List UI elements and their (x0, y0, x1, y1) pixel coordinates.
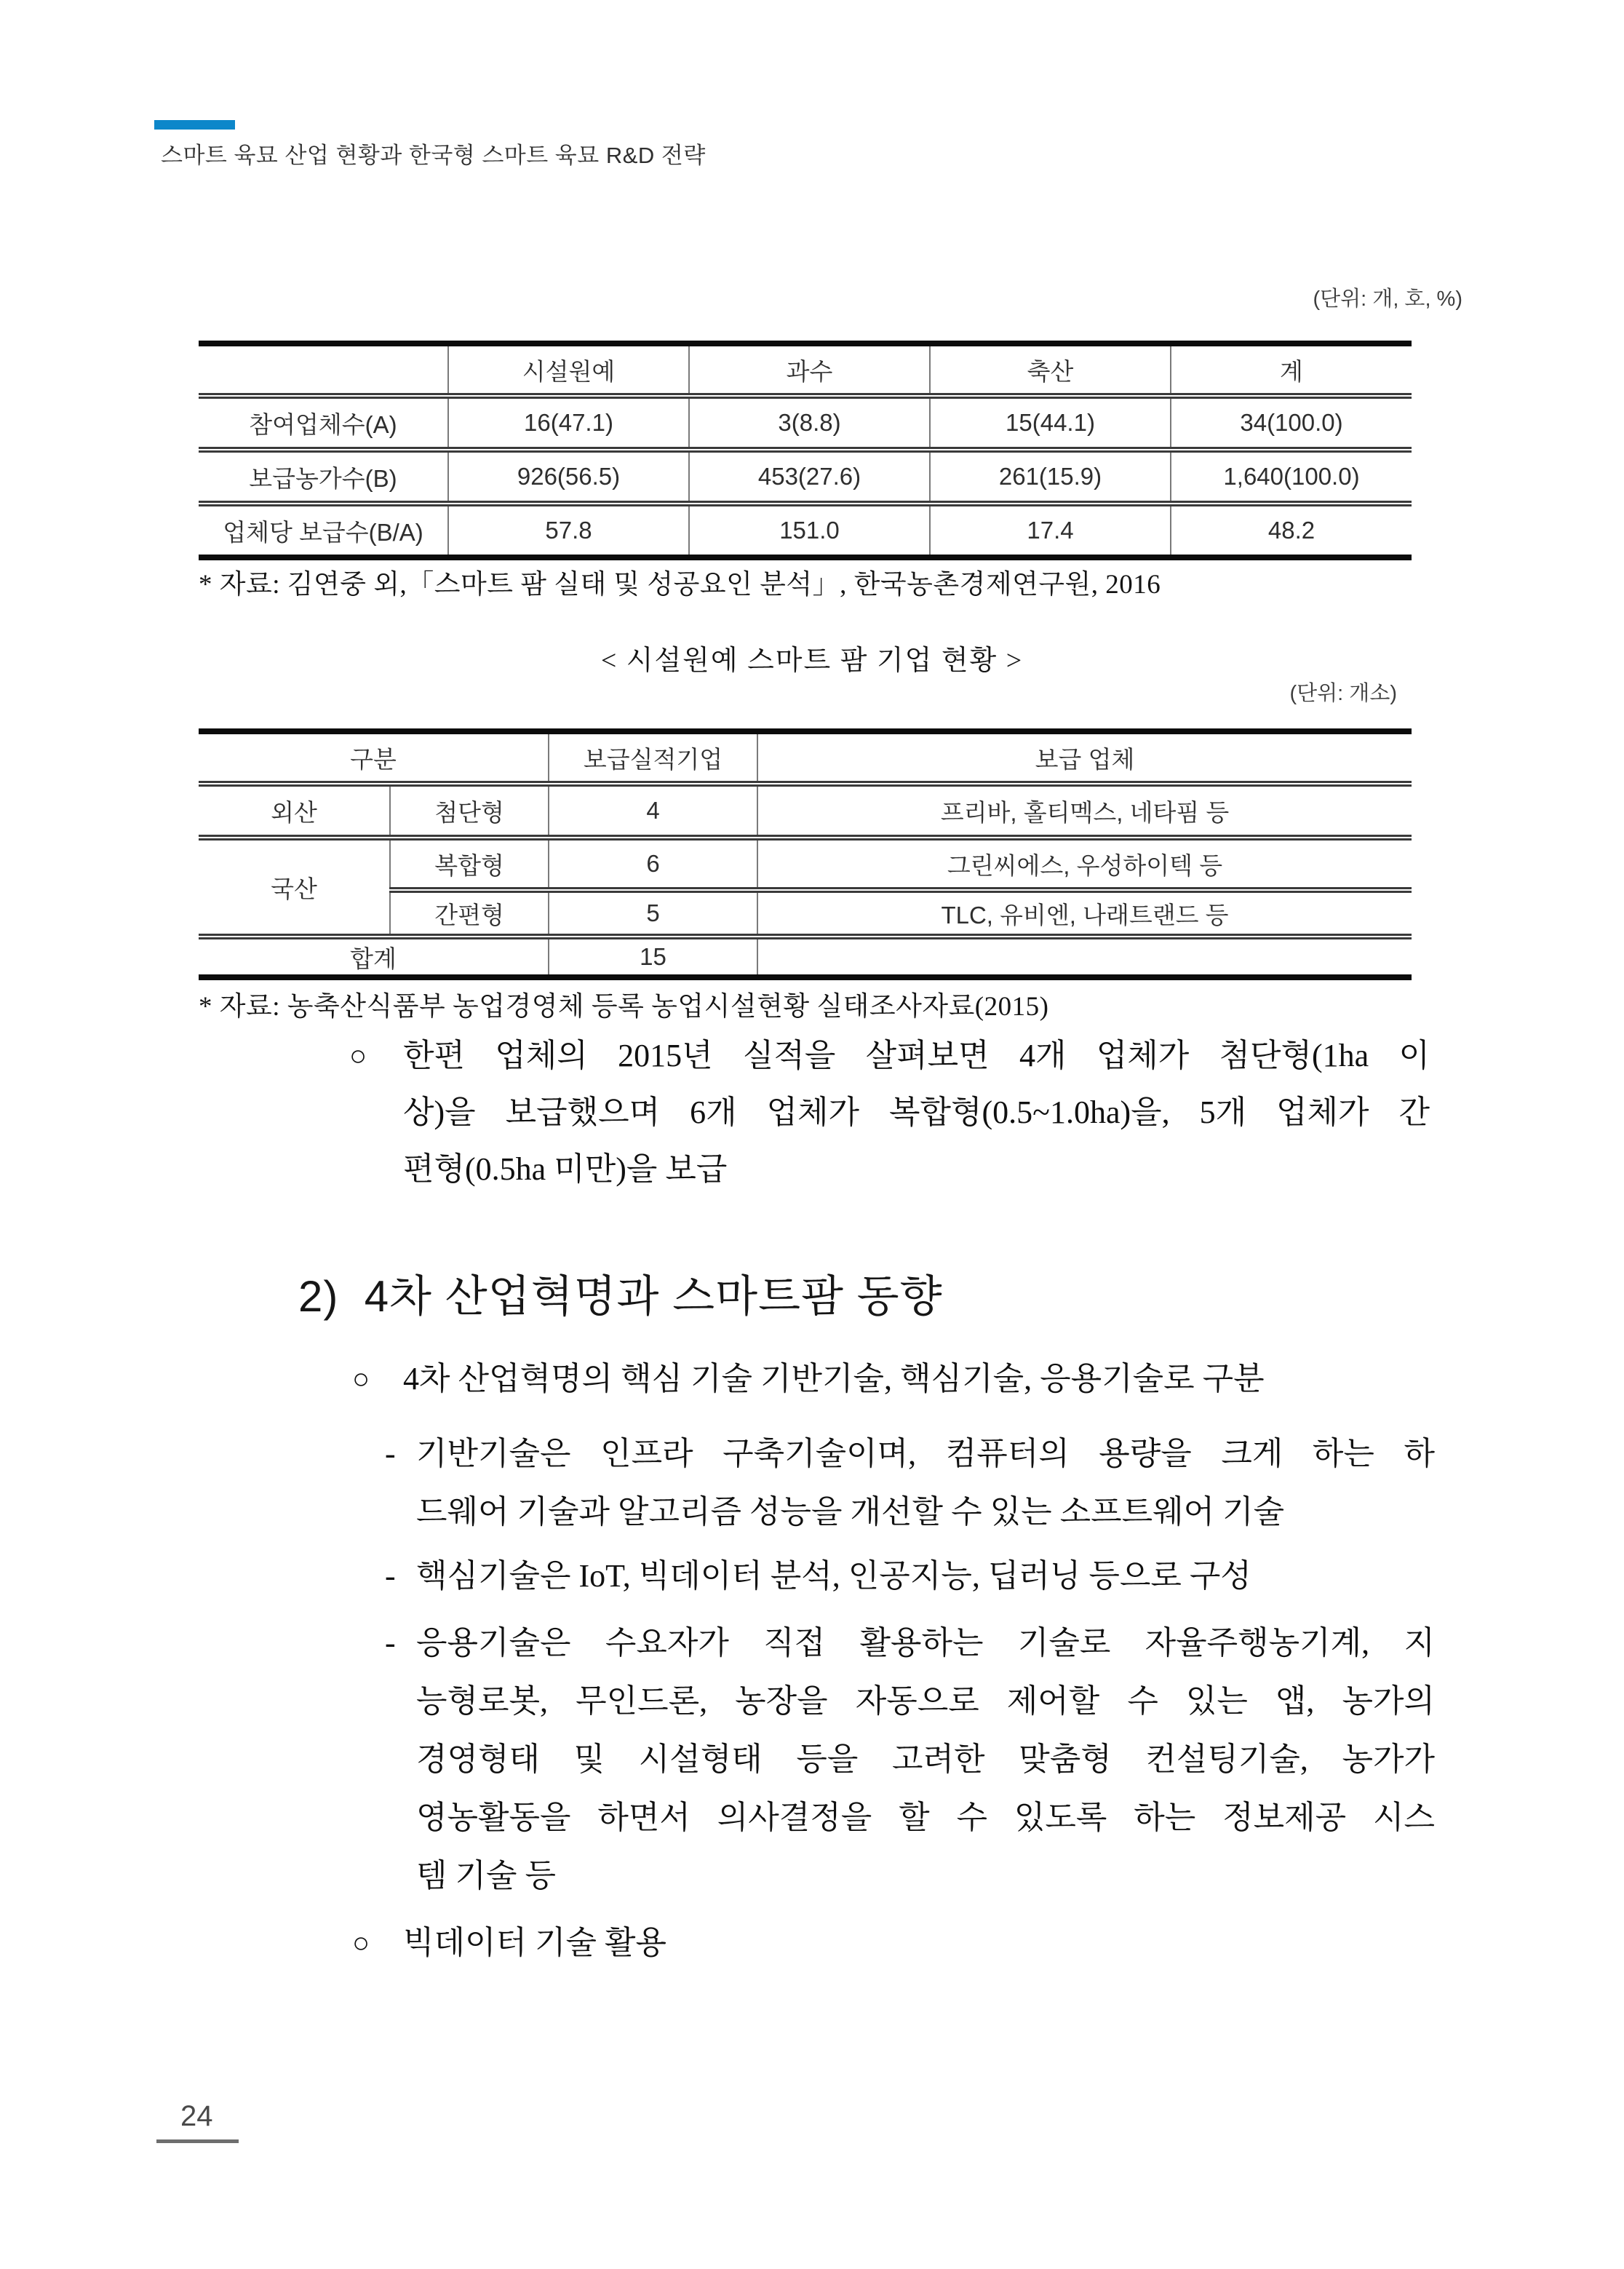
row-label: 참여업체수(A) (199, 396, 448, 450)
table-header-cell: 보급실적기업 (549, 731, 757, 784)
table2-title: < 시설원예 스마트 팜 기업 현황 > (600, 645, 1024, 676)
table-header-row (199, 343, 1412, 396)
table-row (199, 504, 1412, 557)
origin-cell: 국산 (199, 838, 390, 937)
running-header-title: 스마트 육묘 산업 현황과 한국형 스마트 육묘 R&D 전략 (161, 143, 706, 168)
page-number: 24 (180, 2100, 213, 2132)
count-cell: 5 (549, 890, 757, 937)
text-line: 편형(0.5ha 미만)을 보급 (403, 1151, 728, 1187)
bullet-paragraph-core-tech (352, 1350, 1430, 1408)
table-cell: 57.8 (448, 504, 689, 557)
bullet-paragraph-bigdata (352, 1914, 1430, 1972)
table-header-cell: 축산 (930, 343, 1171, 396)
table-cell: 15(44.1) (930, 396, 1171, 450)
dash-bullet-icon: - (385, 1558, 396, 1594)
table-cell: 48.2 (1171, 504, 1412, 557)
paragraph-lines (403, 1914, 1430, 1972)
table-cell: 17.4 (930, 504, 1171, 557)
table-row (199, 450, 1412, 504)
paragraph-lines (416, 1425, 1435, 1541)
table1-source-note: * 자료: 김연중 외,「스마트 팜 실태 및 성공요인 분석」, 한국농촌경제연구원, 2016 (199, 570, 1161, 600)
table-cell: 151.0 (689, 504, 930, 557)
text-line: 핵심기술은 IoT, 빅데이터 분석, 인공지능, 딥러닝 등으로 구성 (416, 1558, 1251, 1594)
count-cell: 4 (549, 784, 757, 838)
text-line: 경영형태 및 시설형태 등을 고려한 맞춤형 컨설팅기술, 농가가 (416, 1741, 1435, 1777)
total-companies (757, 937, 1412, 977)
table-cell: 16(47.1) (448, 396, 689, 450)
type-cell: 복합형 (390, 838, 549, 890)
table-header-cell: 계 (1171, 343, 1412, 396)
dash-bullet-icon: - (385, 1436, 396, 1471)
smart-farm-companies-table (199, 728, 1412, 980)
text-line: 응용기술은 수요자가 직접 활용하는 기술로 자율주행농기계, 지 (416, 1625, 1435, 1661)
companies-cell: 프리바, 홀티멕스, 네타핌 등 (757, 784, 1412, 838)
text-line: 기반기술은 인프라 구축기술이며, 컴퓨터의 용량을 크게 하는 하 (416, 1436, 1435, 1471)
table-header-cell: 구분 (199, 731, 549, 784)
text-line: 템 기술 등 (416, 1858, 557, 1894)
header-accent-bar (154, 120, 235, 130)
companies-cell: TLC, 유비엔, 나래트랜드 등 (757, 890, 1412, 937)
paragraph-lines (403, 1350, 1430, 1408)
dash-paragraph-key-tech (385, 1547, 1435, 1605)
text-line: 상)을 보급했으며 6개 업체가 복합형(0.5~1.0ha)을, 5개 업체가 간 (403, 1094, 1430, 1130)
paragraph-lines (403, 1028, 1430, 1198)
text-line: 한편 업체의 2015년 실적을 살펴보면 4개 업체가 첨단형(1ha 이 (403, 1038, 1430, 1073)
text-line: 드웨어 기술과 알고리즘 성능을 개선할 수 있는 소프트웨어 기술 (416, 1494, 1285, 1530)
count-cell: 6 (549, 838, 757, 890)
table2-unit-label: (단위: 개소) (1289, 682, 1397, 705)
total-label: 합계 (350, 945, 397, 972)
text-line: 능형로봇, 무인드론, 농장을 자동으로 제어할 수 있는 앱, 농가의 (416, 1683, 1435, 1719)
table-row (199, 838, 1412, 890)
table-cell: 1,640(100.0) (1171, 450, 1412, 504)
table-cell: 926(56.5) (448, 450, 689, 504)
dash-paragraph-applied-tech (385, 1614, 1435, 1905)
table-header-cell (199, 343, 448, 396)
type-cell: 간편형 (390, 890, 549, 937)
table1-unit-label: (단위: 개, 호, %) (1313, 287, 1462, 311)
table-header-row (199, 731, 1412, 784)
table-header-cell: 보급 업체 (757, 731, 1412, 784)
table-header-cell: 시설원예 (448, 343, 689, 396)
table-cell: 261(15.9) (930, 450, 1171, 504)
page-number-rule (156, 2139, 239, 2143)
row-label: 업체당 보급수(B/A) (223, 518, 423, 546)
paragraph-lines (416, 1614, 1435, 1905)
text-line: 4차 산업혁명의 핵심 기술 기반기술, 핵심기술, 응용기술로 구분 (403, 1361, 1265, 1396)
companies-cell: 그린씨에스, 우성하이텍 등 (757, 838, 1412, 890)
table-row (199, 784, 1412, 838)
bullet-paragraph-2015-results (349, 1028, 1430, 1198)
circle-bullet-icon: ○ (352, 1926, 370, 1959)
text-line: 영농활동을 하면서 의사결정을 할 수 있도록 하는 정보제공 시스 (416, 1800, 1435, 1835)
dash-paragraph-base-tech (385, 1425, 1435, 1541)
type-cell: 첨단형 (390, 784, 549, 838)
table-row (199, 396, 1412, 450)
table-total-row (199, 937, 1412, 977)
table-cell: 34(100.0) (1171, 396, 1412, 450)
circle-bullet-icon: ○ (352, 1362, 370, 1395)
circle-bullet-icon: ○ (349, 1039, 367, 1072)
section-heading: 2) 4차 산업혁명과 스마트팜 동향 (298, 1272, 943, 1321)
table2-source-note: * 자료: 농축산식품부 농업경영체 등록 농업시설현황 실태조사자료(2015) (199, 992, 1049, 1022)
table-cell: 453(27.6) (689, 450, 930, 504)
row-label: 보급농가수(B) (199, 450, 448, 504)
table-header-cell: 과수 (689, 343, 930, 396)
dash-bullet-icon: - (385, 1625, 396, 1661)
origin-cell: 외산 (199, 784, 390, 838)
text-line: 빅데이터 기술 활용 (403, 1925, 667, 1960)
participation-table (199, 341, 1412, 560)
total-count: 15 (549, 937, 757, 977)
paragraph-lines (416, 1547, 1435, 1605)
table-cell: 3(8.8) (689, 396, 930, 450)
